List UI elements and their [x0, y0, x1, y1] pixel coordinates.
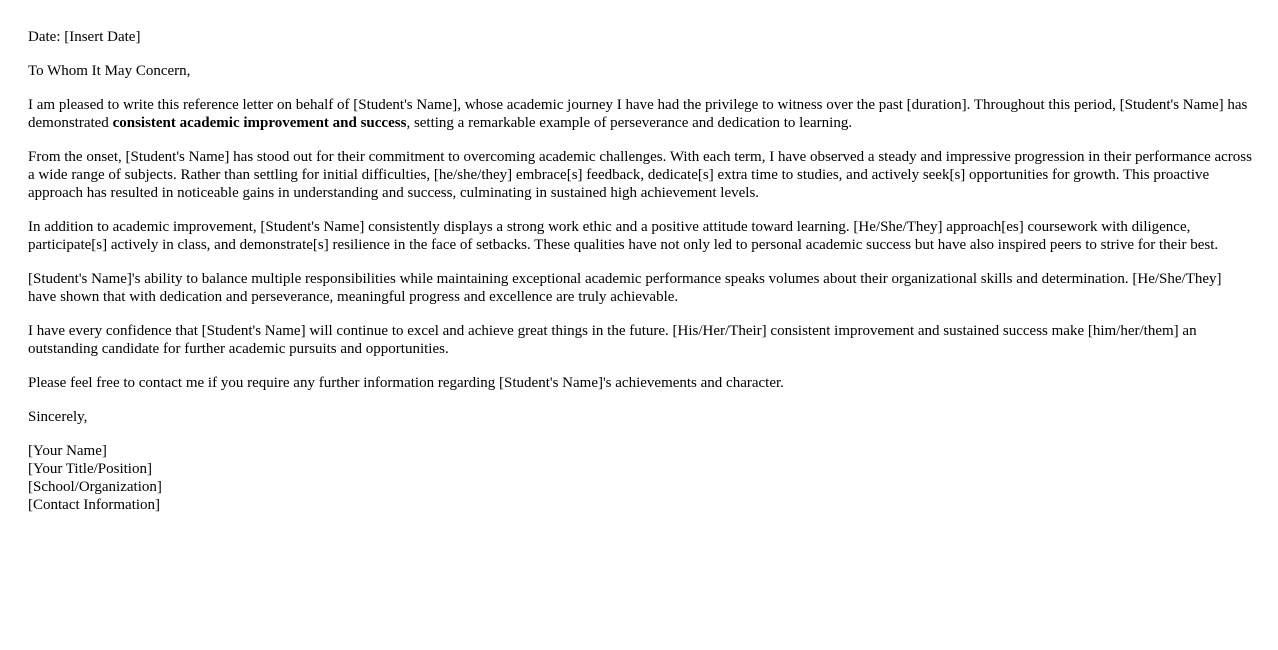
letter-date: Date: [Insert Date]	[28, 29, 141, 45]
signature-organization: [School/Organization]	[28, 479, 162, 495]
paragraph-confidence: I have every confidence that [Student's Name] will continue to excel and achieve great things in the future. [His/Her/Their] consistent improvement and sustained success make [him/her/them] an outstanding candidate for further academic pursuits and opportunities.	[28, 323, 1197, 357]
paragraph-balance: [Student's Name]'s ability to balance multiple responsibilities while maintaining exceptional academic performance speaks volumes about their organizational skills and determination. [He/She/They] have shown that with dedication and perseverance, meaningful progress and excellence are truly achievable.	[28, 271, 1222, 305]
reference-letter	[28, 28, 1252, 514]
letter-salutation: To Whom It May Concern,	[28, 63, 191, 79]
signature-title: [Your Title/Position]	[28, 461, 152, 477]
paragraph-introduction-emphasis: consistent academic improvement and success	[112, 115, 407, 131]
paragraph-introduction	[28, 96, 1252, 132]
paragraph-contact: Please feel free to contact me if you require any further information regarding [Student's Name]'s achievements and character.	[28, 375, 784, 391]
paragraph-work-ethic: In addition to academic improvement, [Student's Name] consistently displays a strong work ethic and a positive attitude toward learning. [He/She/They] approach[es] coursework with diligence, participate[s] actively in class, and demonstrate[s] resilience in the face of setbacks. These qualities have not only led to personal academic success but have also inspired peers to strive for their best.	[28, 219, 1219, 253]
paragraph-progression: From the onset, [Student's Name] has stood out for their commitment to overcoming academic challenges. With each term, I have observed a steady and impressive progression in their performance across a wide range of subjects. Rather than settling for initial difficulties, [he/she/they] embrace[s] feedback, dedicate[s] extra time to studies, and actively seek[s] opportunities for growth. This proactive approach has resulted in noticeable gains in understanding and success, culminating in sustained high achievement levels.	[28, 149, 1252, 201]
signature-block	[28, 442, 1252, 514]
paragraph-introduction-text-end: , setting a remarkable example of perseverance and dedication to learning.	[406, 115, 853, 131]
paragraph-introduction-text-start: I am pleased to write this reference letter on behalf of [Student's Name], whose academic journey I have had the privilege to witness over the past [duration]. Throughout this period, [Student's Name] has demonstrated	[28, 97, 1248, 131]
signature-contact: [Contact Information]	[28, 497, 161, 513]
signature-name: [Your Name]	[28, 443, 107, 459]
letter-closing: Sincerely,	[28, 409, 88, 425]
